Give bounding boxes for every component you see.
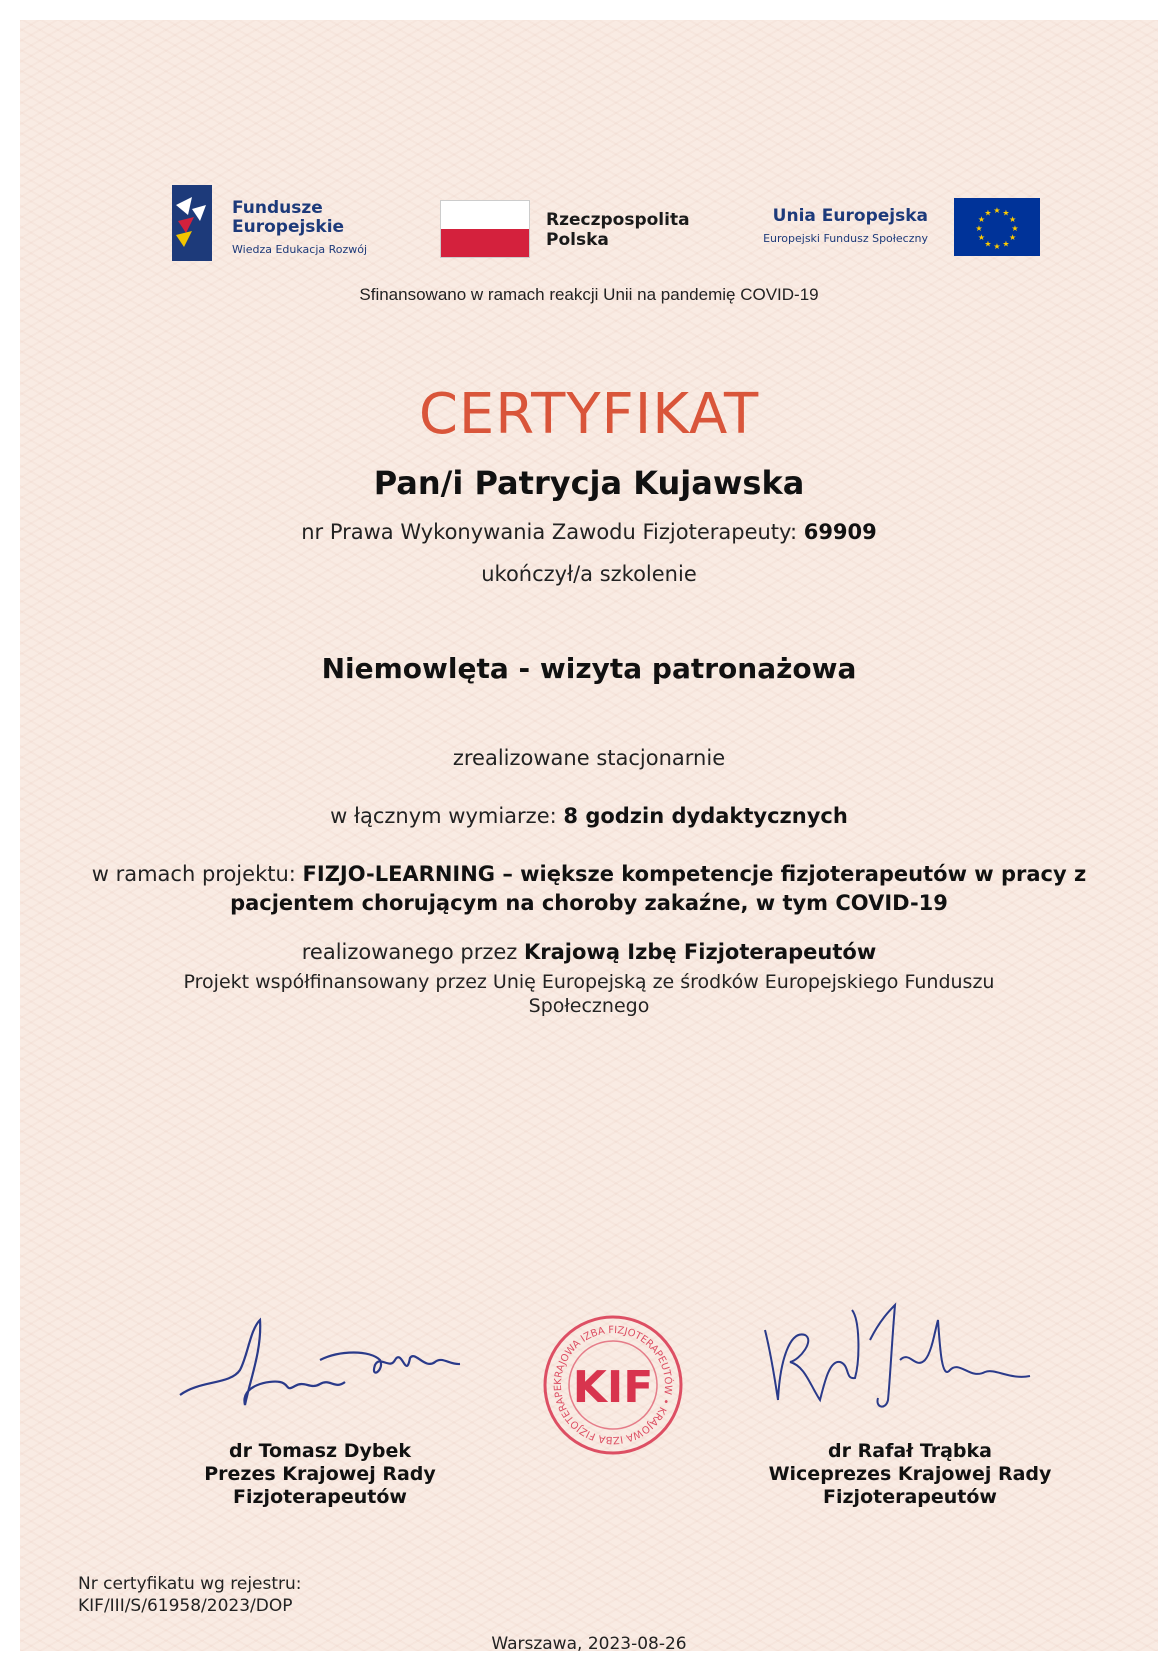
license-line (20, 520, 1158, 544)
fundusze-europejskie-logo (172, 185, 382, 265)
signatory-left-role-line2: Fizjoterapeutów (233, 1486, 407, 1508)
unia-europejska-logo (740, 198, 1040, 258)
registry-number: KIF/III/S/61958/2023/DOP (78, 1596, 293, 1616)
polska-line1: Rzeczpospolita (546, 210, 690, 230)
certificate-title: CERTYFIKAT (418, 382, 760, 447)
eu-star-icon: ★ (977, 215, 985, 224)
signatory-right (740, 1440, 1080, 1509)
signatory-right-role-line1: Wiceprezes Krajowej Rady (768, 1463, 1052, 1485)
eu-star-icon: ★ (993, 242, 1001, 251)
license-label: nr Prawa Wykonywania Zawodu Fizjoterapeuty: (301, 520, 798, 544)
realized-org: Krajową Izbę Fizjoterapeutów (524, 940, 877, 964)
eu-star-icon: ★ (977, 233, 985, 242)
funding-note: Sfinansowano w ramach reakcji Unii na pandemię COVID-19 (359, 285, 819, 304)
course-title: Niemowlęta - wizyta patronażowa (321, 652, 857, 685)
signatory-right-role-line2: Fizjoterapeutów (823, 1486, 997, 1508)
cofinancing-note: Projekt współfinansowany przez Unię Europejską ze środków Europejskiego Funduszu Społecznego (183, 971, 995, 1017)
eu-flag-icon (954, 198, 1040, 256)
eu-star-icon: ★ (1009, 233, 1017, 242)
svg-text:KRAJOWA IZBA FIZJOTERAPEUTÓW •: KRAJOWA IZBA FIZJOTERAPEUTÓW • KRAJOWA IZBA FIZJOTERAPE (552, 1324, 674, 1446)
fundusze-line2: Europejskie (232, 217, 345, 237)
eu-star-icon: ★ (975, 224, 983, 233)
eu-star-icon: ★ (984, 239, 992, 249)
realized-label: realizowanego przez (301, 940, 518, 964)
signatory-left-role-line1: Prezes Krajowej Rady (204, 1463, 436, 1485)
recipient-name: Pan/i Patrycja Kujawska (373, 464, 805, 502)
project-label: w ramach projektu: (91, 862, 296, 886)
hours-line (20, 804, 1158, 828)
polska-title (546, 210, 690, 250)
svg-text:KIF: KIF (572, 1362, 654, 1413)
realized-line (20, 940, 1158, 964)
eu-star-icon: ★ (984, 208, 992, 218)
polish-flag-icon (440, 200, 530, 258)
fundusze-line1: Fundusze (232, 198, 323, 218)
fundusze-europejskie-emblem-icon (172, 185, 212, 261)
rzeczpospolita-polska-logo (440, 200, 700, 260)
signatory-right-name: dr Rafał Trąbka (828, 1440, 992, 1462)
registry-info (78, 1573, 302, 1617)
hours-label: w łącznym wymiarze: (330, 804, 557, 828)
ue-title: Unia Europejska (772, 206, 928, 226)
fundusze-tagline: Wiedza Edukacja Rozwój (232, 243, 368, 256)
place-and-date: Warszawa, 2023-08-26 (491, 1634, 687, 1654)
eu-star-icon: ★ (1011, 224, 1019, 233)
signature-left-image (170, 1310, 470, 1420)
delivery-mode: zrealizowane stacjonarnie (452, 746, 726, 770)
fundusze-europejskie-title (232, 199, 344, 237)
eu-star-icon: ★ (993, 206, 1001, 215)
signatory-left (170, 1440, 470, 1509)
eu-star-icon: ★ (1002, 208, 1010, 218)
hours-value: 8 godzin dydaktycznych (563, 804, 848, 828)
ue-subtitle: Europejski Fundusz Społeczny (763, 232, 928, 245)
license-number: 69909 (803, 520, 877, 544)
signature-right-image (760, 1290, 1060, 1420)
polska-line2: Polska (546, 230, 609, 250)
project-name: FIZJO-LEARNING – większe kompetencje fizjoterapeutów w pracy z pacjentem chorującym na choroby zakaźne, w tym COVID-19 (230, 862, 1087, 915)
registry-label: Nr certyfikatu wg rejestru: (78, 1574, 302, 1594)
eu-star-icon: ★ (1009, 215, 1017, 224)
completed-text: ukończył/a szkolenie (481, 562, 697, 586)
eu-star-icon: ★ (1002, 239, 1010, 249)
certificate-sheet (20, 20, 1158, 1654)
signatory-left-name: dr Tomasz Dybek (229, 1440, 411, 1462)
project-line (20, 860, 1158, 918)
kif-stamp (538, 1310, 688, 1460)
